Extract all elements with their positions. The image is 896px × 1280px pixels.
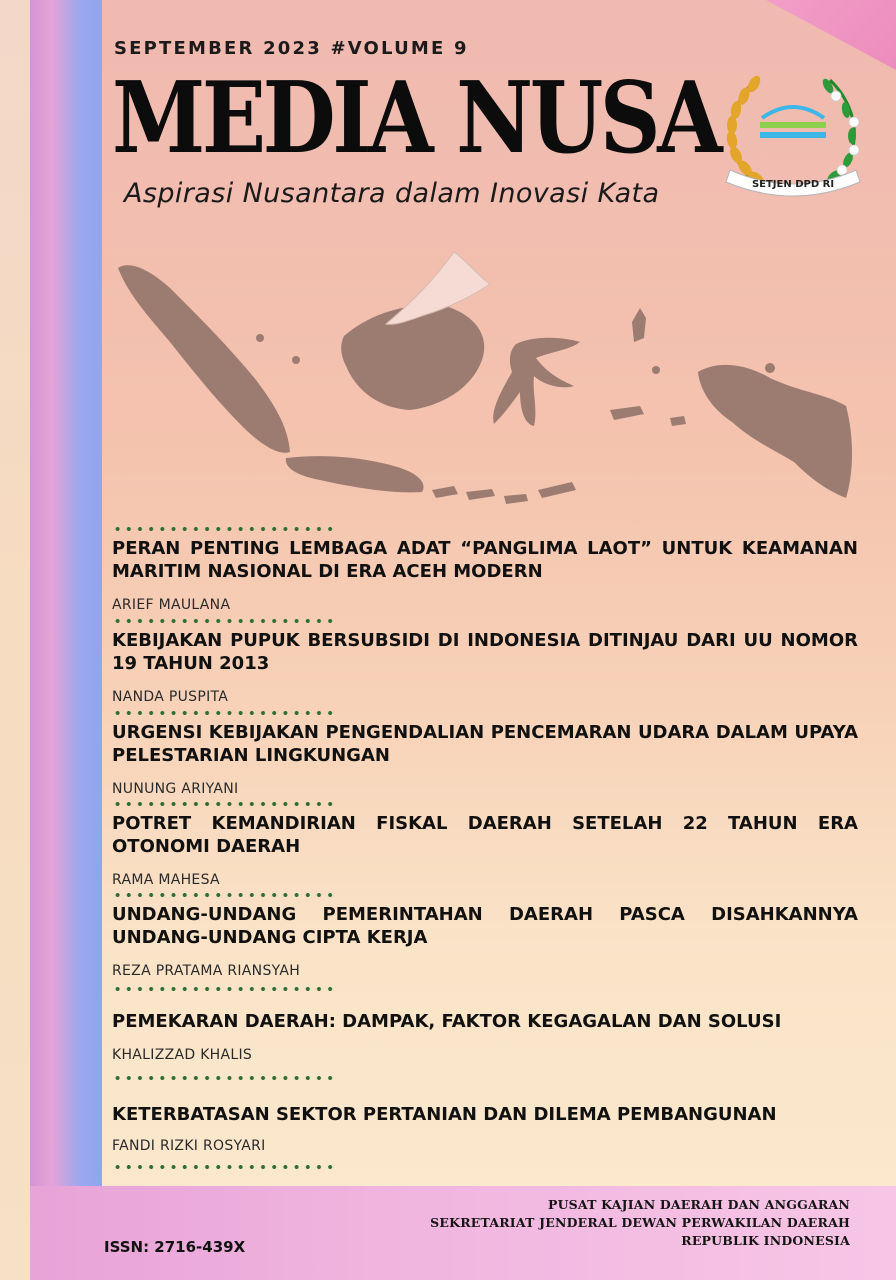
- indonesia-map-icon: [110, 240, 870, 540]
- cotton-wreath-icon: [821, 77, 859, 185]
- side-stripe: [30, 0, 102, 1280]
- magazine-title: MEDIA NUSA: [112, 61, 720, 176]
- dotted-divider: [112, 801, 336, 807]
- dotted-divider: [112, 526, 336, 532]
- logo-badge-text: SETJEN DPD RI: [751, 179, 835, 190]
- dotted-divider: [112, 710, 336, 716]
- dotted-divider: [112, 618, 336, 624]
- article-item[interactable]: [112, 526, 858, 613]
- garuda-wreath-logo-icon: [720, 70, 866, 202]
- article-item[interactable]: [112, 1075, 858, 1170]
- article-item[interactable]: [112, 892, 858, 979]
- article-author: ARIEF MAULANA: [112, 597, 231, 613]
- corner-accent: [766, 0, 896, 70]
- publisher-block: [430, 1196, 850, 1250]
- article-author: RAMA MAHESA: [112, 872, 220, 888]
- article-author: FANDI RIZKI ROSYARI: [112, 1138, 266, 1154]
- dotted-divider: [112, 892, 336, 898]
- article-item[interactable]: [112, 618, 858, 705]
- article-author: REZA PRATAMA RIANSYAH: [112, 963, 301, 979]
- article-title[interactable]: KEBIJAKAN PUPUK BERSUBSIDI DI INDONESIA DITINJAU DARI UU NOMOR 19 TAHUN 2013: [112, 630, 858, 674]
- left-edge: [0, 0, 30, 1280]
- article-item[interactable]: [112, 986, 858, 1063]
- article-author: NANDA PUSPITA: [112, 689, 229, 705]
- article-title[interactable]: UNDANG-UNDANG PEMERINTAHAN DAERAH PASCA DISAHKANNYA UNDANG-UNDANG CIPTA KERJA: [112, 904, 858, 948]
- dotted-divider: [112, 1164, 336, 1170]
- publisher-line: REPUBLIK INDONESIA: [681, 1233, 850, 1248]
- article-title[interactable]: PERAN PENTING LEMBAGA ADAT “PANGLIMA LAOT” UNTUK KEAMANAN MARITIM NASIONAL DI ERA ACEH MODERN: [112, 538, 858, 582]
- tagline: Aspirasi Nusantara dalam Inovasi Kata: [124, 178, 660, 209]
- article-title[interactable]: KETERBATASAN SEKTOR PERTANIAN DAN DILEMA PEMBANGUNAN: [112, 1104, 777, 1125]
- article-item[interactable]: [112, 801, 858, 888]
- publisher-line: SEKRETARIAT JENDERAL DEWAN PERWAKILAN DAERAH: [430, 1215, 850, 1230]
- article-title[interactable]: PEMEKARAN DAERAH: DAMPAK, FAKTOR KEGAGALAN DAN SOLUSI: [112, 1011, 782, 1032]
- article-item[interactable]: [112, 710, 858, 797]
- issue-line: SEPTEMBER 2023 #VOLUME 9: [114, 38, 469, 59]
- article-author: KHALIZZAD KHALIS: [112, 1047, 253, 1063]
- dotted-divider: [112, 1075, 336, 1081]
- issn-label: ISSN: 2716-439X: [104, 1238, 246, 1256]
- building-icon: [760, 107, 826, 138]
- article-title[interactable]: URGENSI KEBIJAKAN PENGENDALIAN PENCEMARAN UDARA DALAM UPAYA PELESTARIAN LINGKUNGAN: [112, 722, 858, 766]
- article-author: NUNUNG ARIYANI: [112, 781, 239, 797]
- dotted-divider: [112, 986, 336, 992]
- publisher-line: PUSAT KAJIAN DAERAH DAN ANGGARAN: [547, 1197, 850, 1212]
- article-title[interactable]: POTRET KEMANDIRIAN FISKAL DAERAH SETELAH 22 TAHUN ERA OTONOMI DAERAH: [112, 813, 858, 857]
